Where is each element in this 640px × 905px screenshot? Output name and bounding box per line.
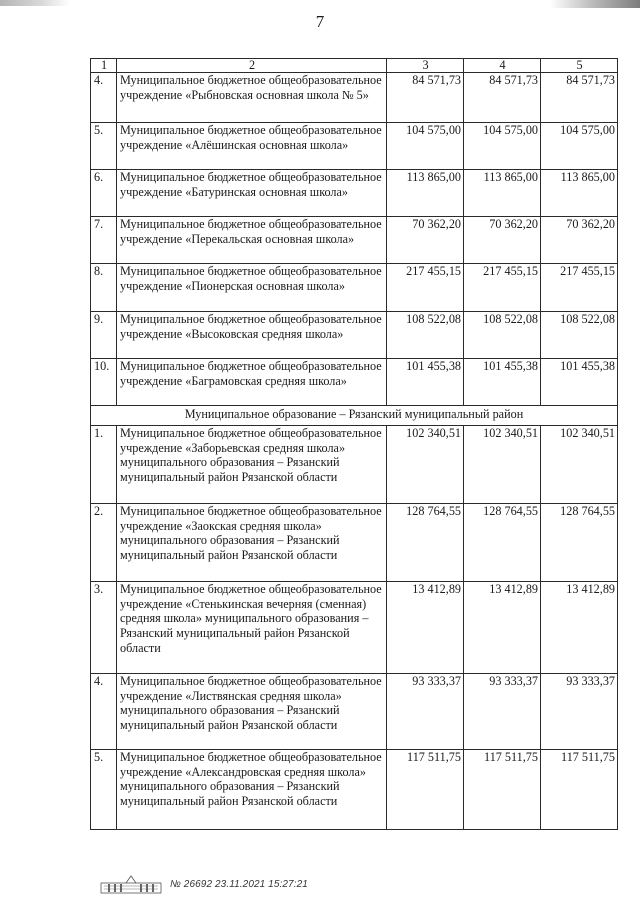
value-col3: 84 571,73: [387, 73, 464, 123]
institution-name: Муниципальное бюджетное общеобразовательное учреждение «Пионерская основная школа»: [117, 264, 387, 312]
value-col3: 217 455,15: [387, 264, 464, 312]
value-col5: 102 340,51: [541, 426, 618, 504]
section-heading-row: [91, 406, 618, 426]
scan-artifact-right: [550, 0, 640, 8]
value-col5: 117 511,75: [541, 750, 618, 830]
institution-name: Муниципальное бюджетное общеобразовательное учреждение «Заборьевская средняя школа» муниципального образования – Рязанский муниципальный район Рязанской области: [117, 426, 387, 504]
value-col4: 104 575,00: [464, 123, 541, 170]
value-col5: 113 865,00: [541, 170, 618, 217]
row-number: 8.: [91, 264, 117, 312]
institution-name: Муниципальное бюджетное общеобразовательное учреждение «Александровская средняя школа» муниципального образования – Рязанский муниципальный район Рязанской области: [117, 750, 387, 830]
value-col4: 102 340,51: [464, 426, 541, 504]
value-col4: 108 522,08: [464, 312, 541, 359]
value-col4: 128 764,55: [464, 504, 541, 582]
row-number: 4.: [91, 674, 117, 750]
value-col4: 101 455,38: [464, 359, 541, 406]
institution-name: Муниципальное бюджетное общеобразовательное учреждение «Баграмовская средняя школа»: [117, 359, 387, 406]
table-row: [91, 359, 618, 406]
value-col3: 113 865,00: [387, 170, 464, 217]
value-col3: 108 522,08: [387, 312, 464, 359]
table-row: [91, 504, 618, 582]
value-col3: 102 340,51: [387, 426, 464, 504]
value-col4: 113 865,00: [464, 170, 541, 217]
value-col4: 93 333,37: [464, 674, 541, 750]
institution-name: Муниципальное бюджетное общеобразовательное учреждение «Листвянская средняя школа» муниципального образования – Рязанский муниципальный район Рязанской области: [117, 674, 387, 750]
value-col5: 101 455,38: [541, 359, 618, 406]
institution-name: Муниципальное бюджетное общеобразовательное учреждение «Стенькинская вечерняя (сменная) средняя школа» муниципального образования – Рязанский муниципальный район Рязанской области: [117, 582, 387, 674]
header-cell-1: 1: [91, 59, 117, 73]
header-cell-4: 4: [464, 59, 541, 73]
value-col4: 117 511,75: [464, 750, 541, 830]
value-col5: 104 575,00: [541, 123, 618, 170]
row-number: 5.: [91, 750, 117, 830]
value-col4: 70 362,20: [464, 217, 541, 264]
row-number: 4.: [91, 73, 117, 123]
value-col3: 101 455,38: [387, 359, 464, 406]
institution-name: Муниципальное бюджетное общеобразовательное учреждение «Рыбновская основная школа № 5»: [117, 73, 387, 123]
institution-name: Муниципальное бюджетное общеобразовательное учреждение «Алёшинская основная школа»: [117, 123, 387, 170]
registration-stamp-text: № 26692 23.11.2021 15:27:21: [170, 878, 308, 890]
institution-name: Муниципальное бюджетное общеобразовательное учреждение «Высоковская средняя школа»: [117, 312, 387, 359]
table-row: [91, 674, 618, 750]
value-col3: 117 511,75: [387, 750, 464, 830]
row-number: 6.: [91, 170, 117, 217]
value-col3: 13 412,89: [387, 582, 464, 674]
institution-name: Муниципальное бюджетное общеобразовательное учреждение «Перекальская основная школа»: [117, 217, 387, 264]
scan-artifact-left: [0, 0, 70, 6]
table-row: [91, 73, 618, 123]
value-col5: 217 455,15: [541, 264, 618, 312]
value-col5: 108 522,08: [541, 312, 618, 359]
header-cell-2: 2: [117, 59, 387, 73]
value-col5: 84 571,73: [541, 73, 618, 123]
row-number: 3.: [91, 582, 117, 674]
table-row: [91, 426, 618, 504]
value-col5: 128 764,55: [541, 504, 618, 582]
row-number: 2.: [91, 504, 117, 582]
value-col5: 93 333,37: [541, 674, 618, 750]
row-number: 1.: [91, 426, 117, 504]
document-footer: [100, 874, 308, 894]
value-col3: 104 575,00: [387, 123, 464, 170]
table-row: [91, 582, 618, 674]
registry-stamp-icon: [100, 874, 162, 894]
allocation-table: [90, 58, 618, 830]
value-col4: 217 455,15: [464, 264, 541, 312]
table-row: [91, 750, 618, 830]
value-col5: 70 362,20: [541, 217, 618, 264]
section-title: Муниципальное образование – Рязанский муниципальный район: [91, 406, 618, 426]
row-number: 10.: [91, 359, 117, 406]
value-col3: 70 362,20: [387, 217, 464, 264]
page-number: 7: [315, 12, 325, 31]
institution-name: Муниципальное бюджетное общеобразовательное учреждение «Батуринская основная школа»: [117, 170, 387, 217]
header-cell-3: 3: [387, 59, 464, 73]
value-col3: 93 333,37: [387, 674, 464, 750]
table-row: [91, 123, 618, 170]
table-row: [91, 312, 618, 359]
value-col4: 13 412,89: [464, 582, 541, 674]
table-row: [91, 217, 618, 264]
institution-name: Муниципальное бюджетное общеобразовательное учреждение «Заокская средняя школа» муниципального образования – Рязанский муниципальный район Рязанской области: [117, 504, 387, 582]
value-col3: 128 764,55: [387, 504, 464, 582]
row-number: 5.: [91, 123, 117, 170]
table-row: [91, 170, 618, 217]
header-cell-5: 5: [541, 59, 618, 73]
table-row: [91, 264, 618, 312]
row-number: 9.: [91, 312, 117, 359]
value-col5: 13 412,89: [541, 582, 618, 674]
table-header-row: [91, 59, 618, 73]
row-number: 7.: [91, 217, 117, 264]
value-col4: 84 571,73: [464, 73, 541, 123]
